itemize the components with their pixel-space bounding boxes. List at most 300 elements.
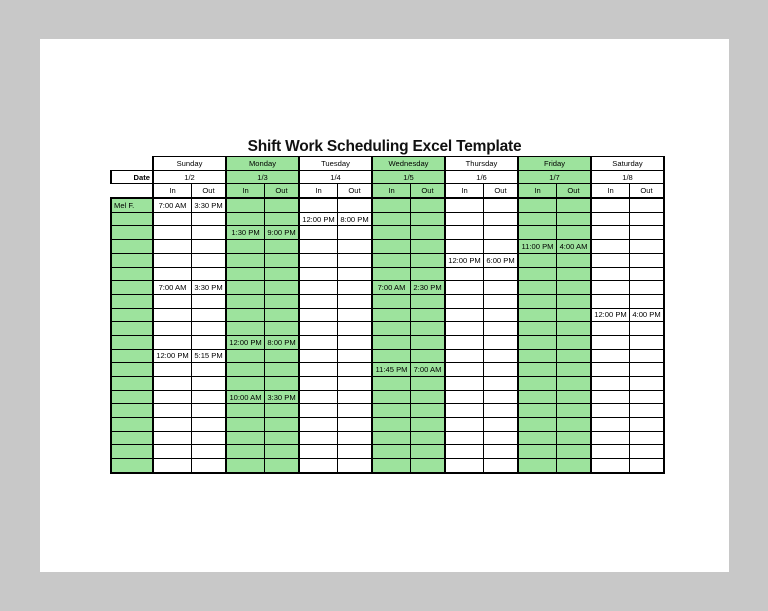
in-time-cell[interactable]: 12:00 PM bbox=[591, 308, 630, 322]
out-time-cell[interactable] bbox=[484, 267, 519, 281]
out-time-cell[interactable] bbox=[484, 431, 519, 445]
in-time-cell[interactable] bbox=[153, 418, 192, 432]
in-time-cell[interactable] bbox=[518, 226, 557, 240]
out-time-cell[interactable] bbox=[630, 212, 665, 226]
in-time-cell[interactable] bbox=[518, 308, 557, 322]
employee-name-cell[interactable] bbox=[111, 322, 153, 336]
out-time-cell[interactable] bbox=[265, 459, 300, 473]
out-time-cell[interactable] bbox=[338, 267, 373, 281]
out-time-cell[interactable] bbox=[557, 212, 592, 226]
in-time-cell[interactable] bbox=[591, 431, 630, 445]
out-time-cell[interactable] bbox=[338, 281, 373, 295]
out-time-cell[interactable] bbox=[192, 240, 227, 254]
employee-name-cell[interactable] bbox=[111, 253, 153, 267]
in-time-cell[interactable] bbox=[445, 431, 484, 445]
out-time-cell[interactable] bbox=[265, 431, 300, 445]
in-time-cell[interactable] bbox=[226, 253, 265, 267]
in-time-cell[interactable] bbox=[591, 267, 630, 281]
out-time-cell[interactable] bbox=[192, 322, 227, 336]
out-time-cell[interactable] bbox=[484, 294, 519, 308]
out-time-cell[interactable] bbox=[265, 294, 300, 308]
out-time-cell[interactable] bbox=[484, 240, 519, 254]
out-time-cell[interactable]: 3:30 PM bbox=[265, 390, 300, 404]
out-time-cell[interactable] bbox=[265, 198, 300, 212]
out-time-cell[interactable] bbox=[557, 418, 592, 432]
out-time-cell[interactable] bbox=[411, 253, 446, 267]
out-time-cell[interactable] bbox=[484, 459, 519, 473]
out-time-cell[interactable] bbox=[630, 349, 665, 363]
out-time-cell[interactable] bbox=[411, 240, 446, 254]
in-time-cell[interactable] bbox=[299, 335, 338, 349]
employee-name-cell[interactable] bbox=[111, 294, 153, 308]
out-time-cell[interactable] bbox=[411, 212, 446, 226]
out-time-cell[interactable] bbox=[192, 308, 227, 322]
in-time-cell[interactable] bbox=[372, 349, 411, 363]
in-time-cell[interactable] bbox=[591, 226, 630, 240]
out-time-cell[interactable] bbox=[338, 390, 373, 404]
in-time-cell[interactable] bbox=[591, 363, 630, 377]
out-time-cell[interactable] bbox=[484, 308, 519, 322]
in-time-cell[interactable] bbox=[591, 459, 630, 473]
out-time-cell[interactable] bbox=[192, 431, 227, 445]
employee-name-cell[interactable]: Mel F. bbox=[111, 198, 153, 212]
out-time-cell[interactable] bbox=[557, 253, 592, 267]
out-time-cell[interactable] bbox=[484, 281, 519, 295]
in-time-cell[interactable] bbox=[518, 404, 557, 418]
employee-name-cell[interactable] bbox=[111, 363, 153, 377]
out-time-cell[interactable] bbox=[192, 253, 227, 267]
in-time-cell[interactable] bbox=[226, 363, 265, 377]
in-time-cell[interactable] bbox=[518, 445, 557, 459]
out-time-cell[interactable] bbox=[192, 212, 227, 226]
in-time-cell[interactable] bbox=[153, 377, 192, 391]
out-time-cell[interactable] bbox=[192, 226, 227, 240]
out-time-cell[interactable] bbox=[411, 404, 446, 418]
out-time-cell[interactable] bbox=[630, 226, 665, 240]
in-time-cell[interactable]: 11:45 PM bbox=[372, 363, 411, 377]
employee-name-cell[interactable] bbox=[111, 390, 153, 404]
out-time-cell[interactable] bbox=[630, 459, 665, 473]
out-time-cell[interactable] bbox=[338, 404, 373, 418]
in-time-cell[interactable] bbox=[591, 294, 630, 308]
in-time-cell[interactable] bbox=[518, 198, 557, 212]
in-time-cell[interactable] bbox=[372, 267, 411, 281]
in-time-cell[interactable] bbox=[591, 377, 630, 391]
out-time-cell[interactable] bbox=[338, 240, 373, 254]
out-time-cell[interactable]: 8:00 PM bbox=[265, 335, 300, 349]
out-time-cell[interactable] bbox=[411, 322, 446, 336]
out-time-cell[interactable]: 3:30 PM bbox=[192, 198, 227, 212]
in-time-cell[interactable] bbox=[153, 226, 192, 240]
in-time-cell[interactable] bbox=[591, 335, 630, 349]
out-time-cell[interactable] bbox=[411, 267, 446, 281]
in-time-cell[interactable] bbox=[445, 377, 484, 391]
in-time-cell[interactable] bbox=[372, 445, 411, 459]
out-time-cell[interactable] bbox=[338, 253, 373, 267]
in-time-cell[interactable] bbox=[226, 212, 265, 226]
out-time-cell[interactable] bbox=[557, 322, 592, 336]
in-time-cell[interactable] bbox=[299, 198, 338, 212]
out-time-cell[interactable] bbox=[557, 281, 592, 295]
out-time-cell[interactable] bbox=[411, 445, 446, 459]
employee-name-cell[interactable] bbox=[111, 240, 153, 254]
out-time-cell[interactable] bbox=[484, 349, 519, 363]
in-time-cell[interactable] bbox=[153, 240, 192, 254]
in-time-cell[interactable] bbox=[591, 198, 630, 212]
in-time-cell[interactable] bbox=[372, 253, 411, 267]
employee-name-cell[interactable] bbox=[111, 349, 153, 363]
out-time-cell[interactable] bbox=[192, 459, 227, 473]
out-time-cell[interactable] bbox=[411, 294, 446, 308]
in-time-cell[interactable] bbox=[518, 212, 557, 226]
in-time-cell[interactable] bbox=[445, 294, 484, 308]
out-time-cell[interactable]: 9:00 PM bbox=[265, 226, 300, 240]
out-time-cell[interactable] bbox=[411, 335, 446, 349]
out-time-cell[interactable] bbox=[265, 253, 300, 267]
in-time-cell[interactable] bbox=[299, 418, 338, 432]
in-time-cell[interactable]: 10:00 AM bbox=[226, 390, 265, 404]
in-time-cell[interactable] bbox=[299, 322, 338, 336]
out-time-cell[interactable] bbox=[411, 459, 446, 473]
out-time-cell[interactable] bbox=[557, 226, 592, 240]
out-time-cell[interactable] bbox=[630, 198, 665, 212]
in-time-cell[interactable] bbox=[226, 459, 265, 473]
in-time-cell[interactable] bbox=[518, 363, 557, 377]
in-time-cell[interactable] bbox=[299, 226, 338, 240]
out-time-cell[interactable] bbox=[557, 308, 592, 322]
in-time-cell[interactable] bbox=[591, 390, 630, 404]
in-time-cell[interactable] bbox=[518, 322, 557, 336]
out-time-cell[interactable] bbox=[484, 212, 519, 226]
in-time-cell[interactable] bbox=[226, 404, 265, 418]
in-time-cell[interactable] bbox=[518, 294, 557, 308]
in-time-cell[interactable] bbox=[153, 459, 192, 473]
out-time-cell[interactable] bbox=[192, 267, 227, 281]
in-time-cell[interactable]: 7:00 AM bbox=[153, 198, 192, 212]
out-time-cell[interactable] bbox=[192, 418, 227, 432]
in-time-cell[interactable] bbox=[445, 322, 484, 336]
in-time-cell[interactable] bbox=[153, 363, 192, 377]
out-time-cell[interactable] bbox=[484, 335, 519, 349]
out-time-cell[interactable] bbox=[557, 459, 592, 473]
in-time-cell[interactable] bbox=[299, 459, 338, 473]
employee-name-cell[interactable] bbox=[111, 267, 153, 281]
in-time-cell[interactable] bbox=[153, 294, 192, 308]
out-time-cell[interactable] bbox=[265, 377, 300, 391]
out-time-cell[interactable] bbox=[338, 335, 373, 349]
in-time-cell[interactable] bbox=[591, 349, 630, 363]
out-time-cell[interactable] bbox=[265, 322, 300, 336]
in-time-cell[interactable] bbox=[591, 212, 630, 226]
out-time-cell[interactable] bbox=[265, 240, 300, 254]
in-time-cell[interactable]: 12:00 PM bbox=[226, 335, 265, 349]
out-time-cell[interactable] bbox=[265, 349, 300, 363]
in-time-cell[interactable] bbox=[518, 281, 557, 295]
out-time-cell[interactable] bbox=[411, 418, 446, 432]
in-time-cell[interactable] bbox=[445, 418, 484, 432]
out-time-cell[interactable]: 8:00 PM bbox=[338, 212, 373, 226]
in-time-cell[interactable] bbox=[299, 445, 338, 459]
in-time-cell[interactable] bbox=[372, 404, 411, 418]
employee-name-cell[interactable] bbox=[111, 226, 153, 240]
out-time-cell[interactable] bbox=[484, 363, 519, 377]
out-time-cell[interactable] bbox=[265, 445, 300, 459]
out-time-cell[interactable] bbox=[557, 404, 592, 418]
employee-name-cell[interactable] bbox=[111, 308, 153, 322]
in-time-cell[interactable] bbox=[226, 322, 265, 336]
in-time-cell[interactable] bbox=[591, 240, 630, 254]
out-time-cell[interactable] bbox=[338, 377, 373, 391]
out-time-cell[interactable] bbox=[557, 390, 592, 404]
out-time-cell[interactable]: 2:30 PM bbox=[411, 281, 446, 295]
out-time-cell[interactable] bbox=[338, 198, 373, 212]
out-time-cell[interactable] bbox=[630, 281, 665, 295]
out-time-cell[interactable] bbox=[557, 445, 592, 459]
in-time-cell[interactable] bbox=[591, 322, 630, 336]
out-time-cell[interactable] bbox=[411, 198, 446, 212]
in-time-cell[interactable] bbox=[372, 240, 411, 254]
in-time-cell[interactable] bbox=[153, 322, 192, 336]
in-time-cell[interactable] bbox=[299, 267, 338, 281]
out-time-cell[interactable] bbox=[192, 294, 227, 308]
out-time-cell[interactable] bbox=[338, 363, 373, 377]
out-time-cell[interactable] bbox=[338, 459, 373, 473]
in-time-cell[interactable] bbox=[591, 404, 630, 418]
out-time-cell[interactable] bbox=[630, 335, 665, 349]
out-time-cell[interactable] bbox=[557, 294, 592, 308]
in-time-cell[interactable] bbox=[372, 226, 411, 240]
out-time-cell[interactable] bbox=[411, 377, 446, 391]
in-time-cell[interactable] bbox=[518, 390, 557, 404]
in-time-cell[interactable] bbox=[445, 335, 484, 349]
in-time-cell[interactable] bbox=[445, 226, 484, 240]
out-time-cell[interactable] bbox=[265, 212, 300, 226]
in-time-cell[interactable] bbox=[299, 377, 338, 391]
out-time-cell[interactable] bbox=[338, 349, 373, 363]
in-time-cell[interactable] bbox=[226, 349, 265, 363]
in-time-cell[interactable] bbox=[226, 418, 265, 432]
out-time-cell[interactable] bbox=[557, 335, 592, 349]
in-time-cell[interactable]: 1:30 PM bbox=[226, 226, 265, 240]
in-time-cell[interactable] bbox=[226, 377, 265, 391]
out-time-cell[interactable] bbox=[557, 267, 592, 281]
in-time-cell[interactable] bbox=[445, 349, 484, 363]
out-time-cell[interactable] bbox=[265, 281, 300, 295]
out-time-cell[interactable] bbox=[265, 267, 300, 281]
out-time-cell[interactable] bbox=[411, 308, 446, 322]
in-time-cell[interactable] bbox=[299, 240, 338, 254]
in-time-cell[interactable]: 12:00 PM bbox=[299, 212, 338, 226]
out-time-cell[interactable] bbox=[484, 322, 519, 336]
out-time-cell[interactable] bbox=[484, 377, 519, 391]
in-time-cell[interactable] bbox=[299, 281, 338, 295]
out-time-cell[interactable] bbox=[192, 404, 227, 418]
out-time-cell[interactable] bbox=[630, 240, 665, 254]
in-time-cell[interactable] bbox=[226, 294, 265, 308]
out-time-cell[interactable] bbox=[192, 445, 227, 459]
in-time-cell[interactable] bbox=[445, 281, 484, 295]
in-time-cell[interactable] bbox=[372, 431, 411, 445]
out-time-cell[interactable] bbox=[557, 363, 592, 377]
out-time-cell[interactable] bbox=[192, 335, 227, 349]
out-time-cell[interactable] bbox=[557, 349, 592, 363]
in-time-cell[interactable] bbox=[518, 253, 557, 267]
employee-name-cell[interactable] bbox=[111, 335, 153, 349]
employee-name-cell[interactable] bbox=[111, 281, 153, 295]
in-time-cell[interactable] bbox=[445, 198, 484, 212]
in-time-cell[interactable] bbox=[153, 212, 192, 226]
employee-name-cell[interactable] bbox=[111, 431, 153, 445]
out-time-cell[interactable] bbox=[557, 431, 592, 445]
in-time-cell[interactable] bbox=[299, 308, 338, 322]
out-time-cell[interactable] bbox=[484, 390, 519, 404]
in-time-cell[interactable] bbox=[372, 212, 411, 226]
in-time-cell[interactable] bbox=[372, 377, 411, 391]
employee-name-cell[interactable] bbox=[111, 418, 153, 432]
in-time-cell[interactable] bbox=[518, 377, 557, 391]
out-time-cell[interactable] bbox=[265, 308, 300, 322]
in-time-cell[interactable] bbox=[226, 198, 265, 212]
out-time-cell[interactable] bbox=[411, 349, 446, 363]
employee-name-cell[interactable] bbox=[111, 459, 153, 473]
in-time-cell[interactable] bbox=[153, 431, 192, 445]
in-time-cell[interactable] bbox=[518, 349, 557, 363]
in-time-cell[interactable] bbox=[518, 267, 557, 281]
in-time-cell[interactable] bbox=[591, 445, 630, 459]
in-time-cell[interactable] bbox=[445, 390, 484, 404]
in-time-cell[interactable] bbox=[518, 431, 557, 445]
out-time-cell[interactable]: 6:00 PM bbox=[484, 253, 519, 267]
in-time-cell[interactable] bbox=[445, 267, 484, 281]
in-time-cell[interactable] bbox=[226, 308, 265, 322]
in-time-cell[interactable] bbox=[226, 281, 265, 295]
in-time-cell[interactable] bbox=[372, 459, 411, 473]
in-time-cell[interactable] bbox=[153, 267, 192, 281]
out-time-cell[interactable]: 5:15 PM bbox=[192, 349, 227, 363]
in-time-cell[interactable] bbox=[518, 418, 557, 432]
out-time-cell[interactable] bbox=[265, 363, 300, 377]
out-time-cell[interactable] bbox=[338, 418, 373, 432]
out-time-cell[interactable]: 4:00 PM bbox=[630, 308, 665, 322]
in-time-cell[interactable] bbox=[226, 445, 265, 459]
in-time-cell[interactable] bbox=[153, 445, 192, 459]
in-time-cell[interactable] bbox=[226, 240, 265, 254]
in-time-cell[interactable] bbox=[299, 404, 338, 418]
out-time-cell[interactable] bbox=[630, 363, 665, 377]
in-time-cell[interactable] bbox=[299, 294, 338, 308]
in-time-cell[interactable] bbox=[445, 404, 484, 418]
in-time-cell[interactable] bbox=[445, 459, 484, 473]
in-time-cell[interactable] bbox=[153, 253, 192, 267]
in-time-cell[interactable] bbox=[153, 308, 192, 322]
out-time-cell[interactable] bbox=[411, 390, 446, 404]
in-time-cell[interactable] bbox=[372, 322, 411, 336]
out-time-cell[interactable] bbox=[338, 226, 373, 240]
out-time-cell[interactable]: 3:30 PM bbox=[192, 281, 227, 295]
in-time-cell[interactable] bbox=[372, 308, 411, 322]
out-time-cell[interactable] bbox=[630, 445, 665, 459]
out-time-cell[interactable] bbox=[484, 418, 519, 432]
in-time-cell[interactable]: 7:00 AM bbox=[372, 281, 411, 295]
in-time-cell[interactable] bbox=[226, 431, 265, 445]
out-time-cell[interactable] bbox=[630, 377, 665, 391]
in-time-cell[interactable] bbox=[445, 363, 484, 377]
out-time-cell[interactable] bbox=[484, 198, 519, 212]
out-time-cell[interactable] bbox=[630, 390, 665, 404]
out-time-cell[interactable] bbox=[411, 226, 446, 240]
in-time-cell[interactable] bbox=[372, 418, 411, 432]
out-time-cell[interactable] bbox=[630, 322, 665, 336]
in-time-cell[interactable]: 12:00 PM bbox=[445, 253, 484, 267]
in-time-cell[interactable] bbox=[153, 390, 192, 404]
in-time-cell[interactable] bbox=[445, 445, 484, 459]
out-time-cell[interactable] bbox=[484, 226, 519, 240]
out-time-cell[interactable] bbox=[557, 198, 592, 212]
out-time-cell[interactable] bbox=[338, 294, 373, 308]
out-time-cell[interactable] bbox=[192, 363, 227, 377]
out-time-cell[interactable] bbox=[630, 267, 665, 281]
out-time-cell[interactable] bbox=[630, 404, 665, 418]
employee-name-cell[interactable] bbox=[111, 212, 153, 226]
in-time-cell[interactable]: 12:00 PM bbox=[153, 349, 192, 363]
out-time-cell[interactable] bbox=[630, 294, 665, 308]
out-time-cell[interactable] bbox=[484, 404, 519, 418]
in-time-cell[interactable]: 11:00 PM bbox=[518, 240, 557, 254]
employee-name-cell[interactable] bbox=[111, 377, 153, 391]
in-time-cell[interactable] bbox=[372, 335, 411, 349]
out-time-cell[interactable] bbox=[265, 404, 300, 418]
in-time-cell[interactable] bbox=[445, 212, 484, 226]
in-time-cell[interactable] bbox=[226, 267, 265, 281]
in-time-cell[interactable] bbox=[591, 418, 630, 432]
employee-name-cell[interactable] bbox=[111, 445, 153, 459]
employee-name-cell[interactable] bbox=[111, 404, 153, 418]
in-time-cell[interactable] bbox=[299, 253, 338, 267]
in-time-cell[interactable] bbox=[299, 390, 338, 404]
out-time-cell[interactable] bbox=[557, 377, 592, 391]
in-time-cell[interactable] bbox=[445, 308, 484, 322]
in-time-cell[interactable] bbox=[299, 349, 338, 363]
in-time-cell[interactable] bbox=[153, 335, 192, 349]
in-time-cell[interactable] bbox=[445, 240, 484, 254]
in-time-cell[interactable] bbox=[372, 390, 411, 404]
out-time-cell[interactable] bbox=[630, 431, 665, 445]
in-time-cell[interactable] bbox=[153, 404, 192, 418]
out-time-cell[interactable] bbox=[630, 253, 665, 267]
out-time-cell[interactable] bbox=[192, 390, 227, 404]
in-time-cell[interactable] bbox=[518, 335, 557, 349]
out-time-cell[interactable] bbox=[192, 377, 227, 391]
out-time-cell[interactable] bbox=[630, 418, 665, 432]
in-time-cell[interactable] bbox=[372, 294, 411, 308]
in-time-cell[interactable] bbox=[591, 281, 630, 295]
out-time-cell[interactable] bbox=[338, 308, 373, 322]
out-time-cell[interactable]: 4:00 AM bbox=[557, 240, 592, 254]
out-time-cell[interactable] bbox=[411, 431, 446, 445]
in-time-cell[interactable] bbox=[591, 253, 630, 267]
in-time-cell[interactable]: 7:00 AM bbox=[153, 281, 192, 295]
out-time-cell[interactable] bbox=[338, 445, 373, 459]
out-time-cell[interactable] bbox=[484, 445, 519, 459]
out-time-cell[interactable] bbox=[265, 418, 300, 432]
in-time-cell[interactable] bbox=[299, 431, 338, 445]
in-time-cell[interactable] bbox=[299, 363, 338, 377]
out-time-cell[interactable] bbox=[338, 322, 373, 336]
out-time-cell[interactable] bbox=[338, 431, 373, 445]
out-time-cell[interactable]: 7:00 AM bbox=[411, 363, 446, 377]
in-time-cell[interactable] bbox=[372, 198, 411, 212]
in-time-cell[interactable] bbox=[518, 459, 557, 473]
